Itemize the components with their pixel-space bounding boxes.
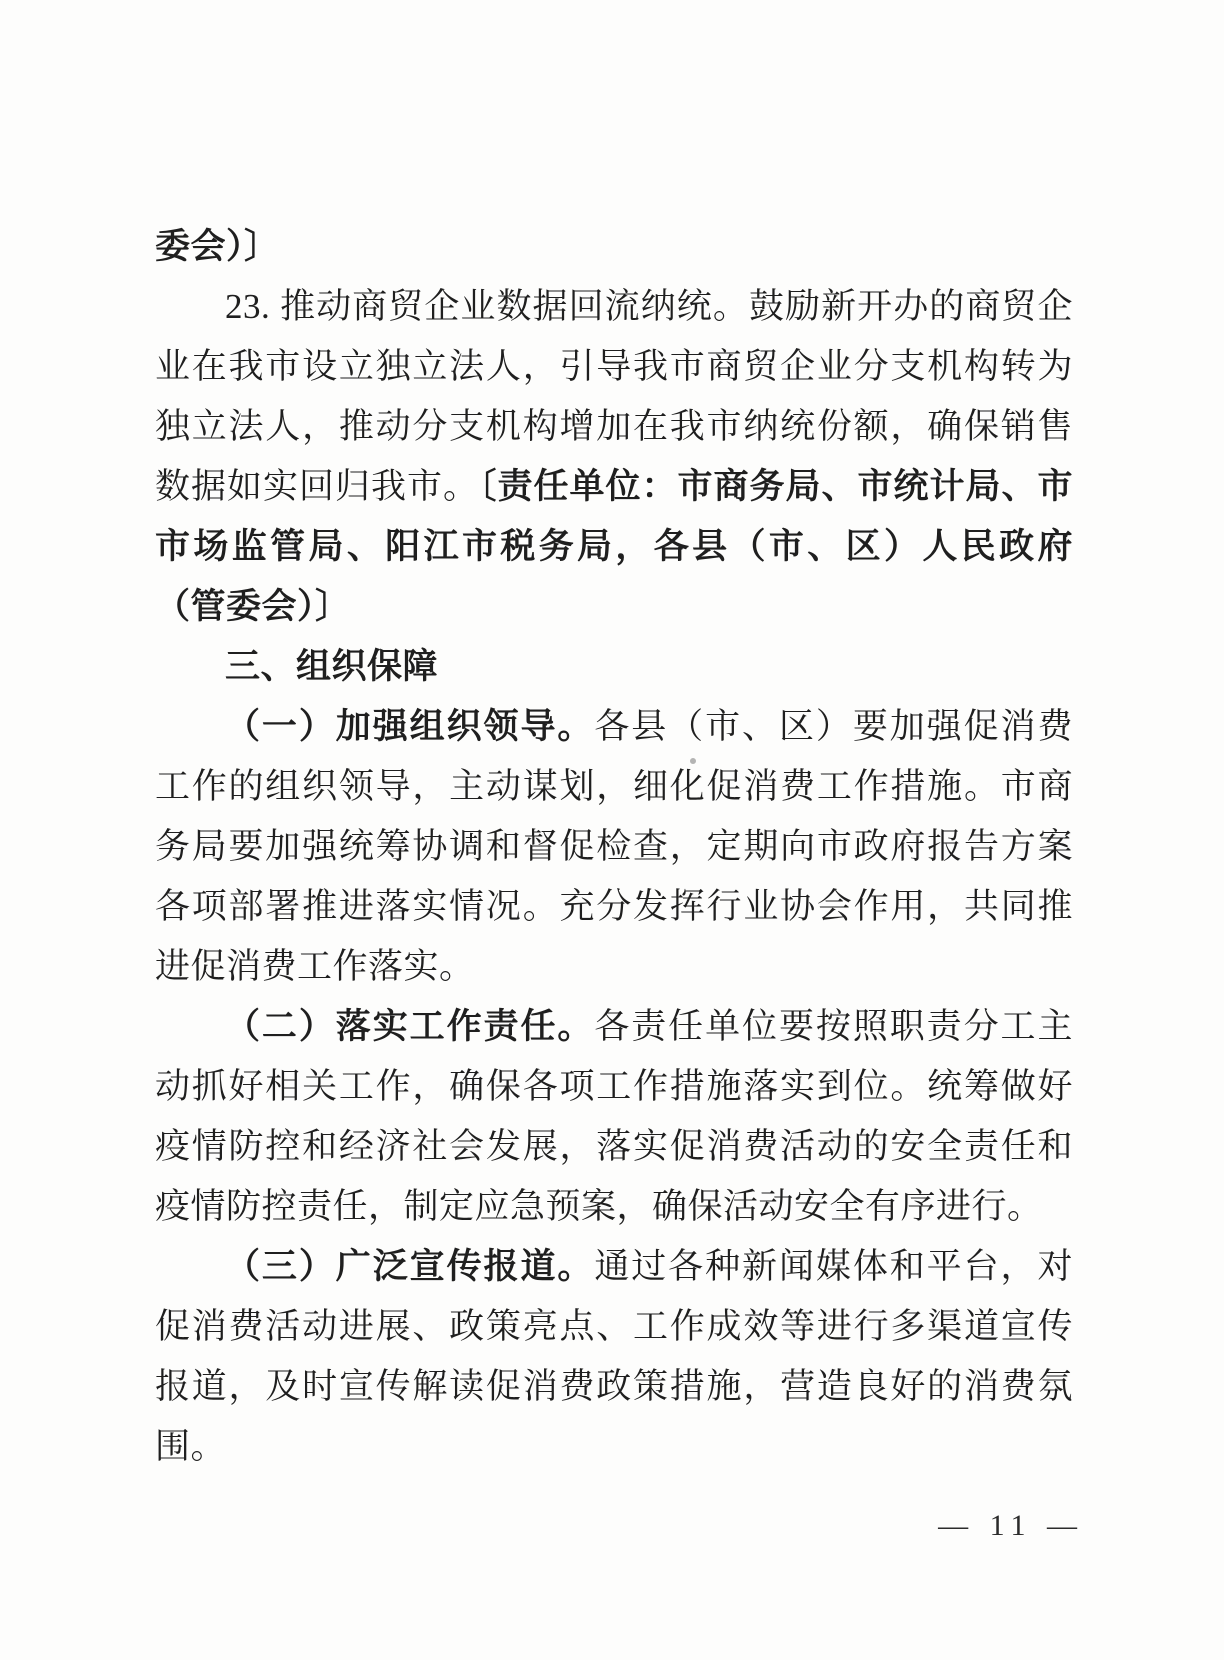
paragraph-item-23 <box>155 277 1073 637</box>
text-run: 23. 推动商贸企业数据回流纳统。鼓励新开办的商贸企业在我市设立独立法人，引导我市商贸企业分支机构转为独立法人，推动分支机构增加在我市纳统份额，确保销售数据如实回归我市。 <box>155 287 1073 506</box>
paragraph-sub-item-3 <box>155 1237 1073 1477</box>
document-body <box>155 217 1073 1477</box>
text-run: （二）落实工作责任。 <box>225 1007 595 1046</box>
text-run: 各县（市、区）要加强促消费工作的组织领导，主动谋划，细化促消费工作措施。市商务局要加强统筹协调和督促检查，定期向市政府报告方案各项部署推进落实情况。充分发挥行业协会作用，共同推进促消费工作落实。 <box>155 707 1073 986</box>
paragraph-sub-item-1 <box>155 697 1073 997</box>
text-run: 各责任单位要按照职责分工主动抓好相关工作，确保各项工作措施落实到位。统筹做好疫情防控和经济社会发展，落实促消费活动的安全责任和疫情防控责任，制定应急预案，确保活动安全有序进行。 <box>155 1007 1073 1226</box>
text-run: （一）加强组织领导。 <box>225 707 595 746</box>
paragraph-continuation <box>155 217 1073 277</box>
section-heading <box>155 637 1073 697</box>
page-footer <box>938 1506 1084 1546</box>
scan-artifact <box>690 758 696 764</box>
paragraph-sub-item-2 <box>155 997 1073 1237</box>
page-number: — 11 — <box>938 1509 1084 1542</box>
text-run: （三）广泛宣传报道。 <box>225 1247 595 1286</box>
text-run: 〔责任单位：市商务局、市统计局、市市场监管局、阳江市税务局，各县（市、区）人民政府（管委会）〕 <box>155 467 1073 626</box>
text-run: 委会）〕 <box>155 227 280 266</box>
text-run: 通过各种新闻媒体和平台，对促消费活动进展、政策亮点、工作成效等进行多渠道宣传报道，及时宣传解读促消费政策措施，营造良好的消费氛围。 <box>155 1247 1073 1466</box>
text-run: 三、组织保障 <box>225 647 439 686</box>
